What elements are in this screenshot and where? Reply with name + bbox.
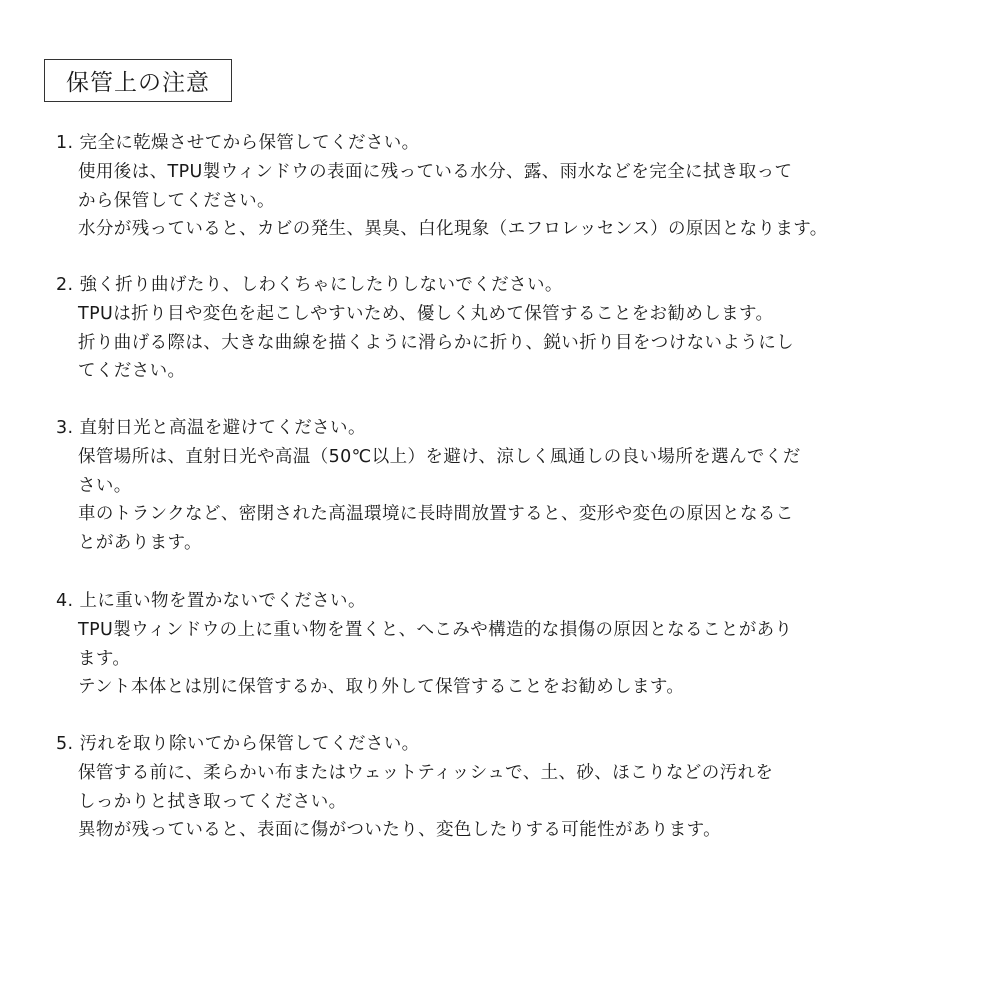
section-body	[56, 443, 956, 557]
section-3	[56, 414, 956, 557]
body-line: 車のトランクなど、密閉された高温環境に長時間放置すると、変形や変色の原因となるこ	[78, 504, 794, 524]
section-body	[56, 616, 956, 702]
body-line: から保管してください。	[78, 190, 275, 211]
section-heading: 1. 完全に乾燥させてから保管してください。	[56, 133, 420, 153]
body-line: 保管する前に、柔らかい布またはウェットティッシュで、土、砂、ほこりなどの汚れを	[78, 763, 774, 783]
body-line: ます。	[78, 648, 131, 669]
body-line: 異物が残っていると、表面に傷がついたり、変色したりする可能性があります。	[78, 820, 721, 840]
title-box	[44, 59, 232, 102]
body-line: しっかりと拭き取ってください。	[78, 791, 347, 812]
section-2	[56, 271, 956, 386]
body-line: 保管場所は、直射日光や高温（50℃以上）を避け、涼しく風通しの良い場所を選んでくだ	[78, 447, 801, 467]
section-5	[56, 730, 956, 845]
body-line: てください。	[78, 361, 186, 381]
section-1	[56, 129, 956, 244]
section-body	[56, 158, 956, 244]
section-heading: 4. 上に重い物を置かないでください。	[56, 591, 366, 611]
section-heading: 3. 直射日光と高温を避けてください。	[56, 418, 366, 438]
section-body	[56, 759, 956, 845]
body-line: テント本体とは別に保管するか、取り外して保管することをお勧めします。	[78, 677, 685, 697]
body-line: とがあります。	[78, 532, 202, 553]
body-line: TPU製ウィンドウの上に重い物を置くと、へこみや構造的な損傷の原因となることがあり	[78, 620, 793, 640]
section-body	[56, 300, 956, 386]
body-line: TPUは折り目や変色を起こしやすいため、優しく丸めて保管することをお勧めします。	[78, 304, 774, 324]
page-title: 保管上の注意	[66, 70, 210, 96]
body-line: さい。	[78, 475, 132, 496]
body-line: 水分が残っていると、カビの発生、異臭、白化現象（エフロレッセンス）の原因となります。	[78, 219, 828, 239]
body-line: 使用後は、TPU製ウィンドウの表面に残っている水分、露、雨水などを完全に拭き取って	[78, 162, 793, 182]
section-heading: 2. 強く折り曲げたり、しわくちゃにしたりしないでください。	[56, 275, 563, 295]
section-4	[56, 587, 956, 702]
body-line: 折り曲げる際は、大きな曲線を描くように滑らかに折り、鋭い折り目をつけないようにし	[78, 332, 794, 353]
section-heading: 5. 汚れを取り除いてから保管してください。	[56, 734, 420, 754]
